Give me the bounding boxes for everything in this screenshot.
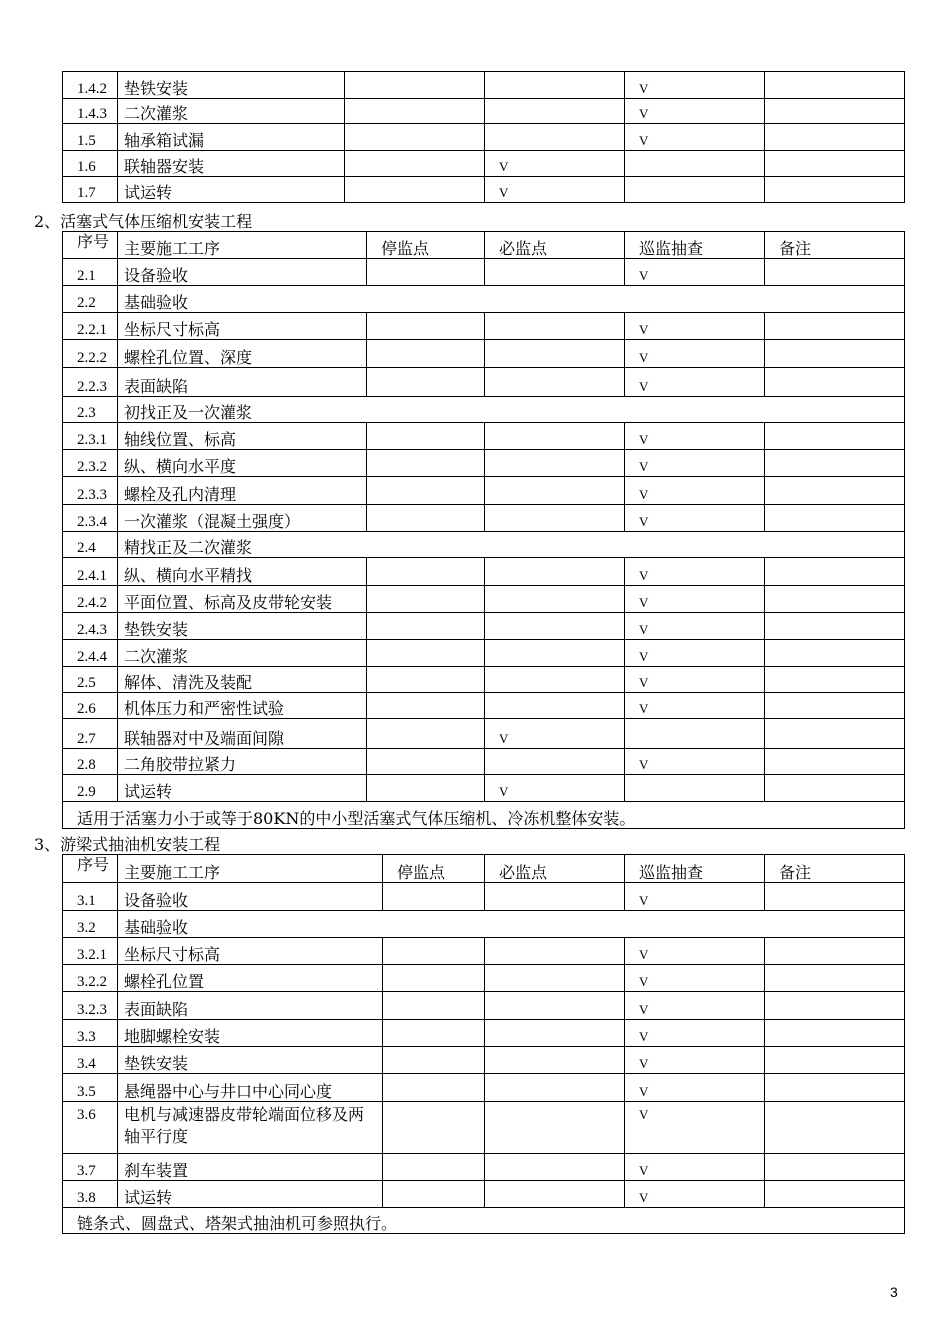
cell-stop: [367, 313, 485, 340]
table-row: [63, 775, 905, 802]
table-row: [63, 313, 905, 340]
cell-no: 1.7: [63, 177, 118, 203]
cell-must: [485, 965, 625, 992]
table-row: [63, 1020, 905, 1047]
table1-body: [63, 72, 905, 203]
cell-step: 悬绳器中心与井口中心同心度: [118, 1074, 383, 1102]
cell-must: [485, 938, 625, 965]
header-stop: 停监点: [383, 855, 485, 883]
cell-must: [485, 99, 625, 124]
cell-step: 二角胶带拉紧力: [118, 749, 367, 775]
cell-step: 轴承箱试漏: [118, 124, 345, 151]
footnote-row: [63, 1208, 905, 1234]
cell-note: [765, 1047, 905, 1074]
cell-no: 2.3: [63, 397, 118, 423]
table-row: [63, 1154, 905, 1181]
header-step: 主要施工工序: [118, 855, 383, 883]
cell-no: 2.6: [63, 693, 118, 719]
table-row: [63, 423, 905, 450]
cell-stop: [367, 586, 485, 613]
cell-step: 垫铁安装: [118, 72, 345, 99]
cell-note: [765, 1074, 905, 1102]
cell-stop: [367, 340, 485, 368]
section3-title: 3、游梁式抽油机安装工程: [34, 835, 221, 854]
cell-no: 2.4: [63, 532, 118, 558]
cell-stop: [383, 883, 485, 911]
cell-patrol: V: [625, 313, 765, 340]
cell-step: 坐标尺寸标高: [118, 938, 383, 965]
cell-patrol: V: [625, 992, 765, 1020]
cell-step: 纵、横向水平度: [118, 450, 367, 477]
header-patrol: 巡监抽查: [625, 232, 765, 259]
header-note: 备注: [765, 232, 905, 259]
cell-step: 设备验收: [118, 259, 367, 286]
cell-patrol: V: [625, 965, 765, 992]
table-row: [63, 72, 905, 99]
header-must: 必监点: [485, 232, 625, 259]
cell-note: [765, 640, 905, 667]
cell-patrol: V: [625, 1154, 765, 1181]
cell-patrol: V: [625, 124, 765, 151]
cell-step: 表面缺陷: [118, 992, 383, 1020]
cell-stop: [383, 1047, 485, 1074]
cell-no: 1.5: [63, 124, 118, 151]
cell-step: 联轴器对中及端面间隙: [118, 719, 367, 749]
cell-note: [765, 259, 905, 286]
cell-must: [485, 259, 625, 286]
table-row: [63, 532, 905, 558]
cell-must: [485, 558, 625, 586]
cell-must: [485, 340, 625, 368]
cell-no: 2.3.3: [63, 477, 118, 505]
cell-step: 精找正及二次灌浆: [118, 532, 905, 558]
cell-note: [765, 965, 905, 992]
table-row: [63, 693, 905, 719]
cell-patrol: V: [625, 613, 765, 640]
table-row: [63, 1102, 905, 1154]
cell-patrol: V: [625, 259, 765, 286]
table-row: [63, 286, 905, 313]
cell-must: [485, 667, 625, 693]
table-header-row: [63, 855, 905, 883]
cell-note: [765, 586, 905, 613]
cell-step: 初找正及一次灌浆: [118, 397, 905, 423]
header-patrol: 巡监抽查: [625, 855, 765, 883]
cell-step: 机体压力和严密性试验: [118, 693, 367, 719]
cell-no: 2.2.3: [63, 368, 118, 397]
cell-step: 平面位置、标高及皮带轮安装: [118, 586, 367, 613]
cell-no: 2.2: [63, 286, 118, 313]
cell-step: 二次灌浆: [118, 99, 345, 124]
table-row: [63, 586, 905, 613]
cell-no: 2.2.2: [63, 340, 118, 368]
cell-step: 电机与减速器皮带轮端面位移及两轴平行度: [118, 1102, 383, 1154]
cell-no: 2.4.3: [63, 613, 118, 640]
cell-note: [765, 151, 905, 177]
cell-patrol: V: [625, 883, 765, 911]
cell-stop: [383, 1074, 485, 1102]
cell-note: [765, 883, 905, 911]
cell-must: [485, 505, 625, 532]
cell-must: [485, 477, 625, 505]
cell-no: 3.5: [63, 1074, 118, 1102]
cell-patrol: V: [625, 99, 765, 124]
footnote: 适用于活塞力小于或等于80KN的中小型活塞式气体压缩机、冷冻机整体安装。: [63, 802, 905, 829]
cell-no: 3.2.3: [63, 992, 118, 1020]
cell-note: [765, 749, 905, 775]
cell-note: [765, 775, 905, 802]
cell-must: [485, 586, 625, 613]
cell-stop: [383, 938, 485, 965]
cell-must: [485, 749, 625, 775]
table-row: [63, 640, 905, 667]
cell-note: [765, 558, 905, 586]
cell-stop: [383, 1102, 485, 1154]
table2-rows: [63, 259, 905, 829]
table-row: [63, 1074, 905, 1102]
cell-patrol: V: [625, 1074, 765, 1102]
cell-step: 试运转: [118, 1181, 383, 1208]
cell-no: 1.4.3: [63, 99, 118, 124]
cell-patrol: V: [625, 423, 765, 450]
cell-no: 3.3: [63, 1020, 118, 1047]
cell-patrol: [625, 177, 765, 203]
cell-step: 二次灌浆: [118, 640, 367, 667]
table3-rows: [63, 883, 905, 1234]
cell-patrol: V: [625, 749, 765, 775]
table-row: [63, 911, 905, 938]
cell-no: 3.6: [63, 1102, 118, 1154]
cell-patrol: V: [625, 340, 765, 368]
cell-stop: [367, 505, 485, 532]
cell-step: 轴线位置、标高: [118, 423, 367, 450]
cell-must: [485, 1020, 625, 1047]
cell-patrol: V: [625, 1047, 765, 1074]
cell-no: 2.8: [63, 749, 118, 775]
page-number: 3: [890, 1284, 898, 1300]
cell-no: 2.1: [63, 259, 118, 286]
cell-must: V: [485, 775, 625, 802]
cell-patrol: V: [625, 368, 765, 397]
cell-no: 3.2.2: [63, 965, 118, 992]
cell-note: [765, 368, 905, 397]
cell-note: [765, 693, 905, 719]
cell-no: 1.6: [63, 151, 118, 177]
table-row: [63, 99, 905, 124]
section2-title: 2、活塞式气体压缩机安装工程: [34, 212, 253, 231]
cell-no: 2.3.4: [63, 505, 118, 532]
cell-patrol: V: [625, 693, 765, 719]
cell-must: [485, 883, 625, 911]
cell-patrol: V: [625, 586, 765, 613]
cell-stop: [345, 151, 485, 177]
cell-patrol: V: [625, 477, 765, 505]
cell-must: [485, 368, 625, 397]
cell-no: 2.7: [63, 719, 118, 749]
cell-stop: [345, 177, 485, 203]
cell-must: [485, 1074, 625, 1102]
cell-must: [485, 1102, 625, 1154]
cell-must: [485, 423, 625, 450]
header-stop: 停监点: [367, 232, 485, 259]
cell-stop: [367, 423, 485, 450]
table-section3: [62, 854, 905, 1234]
cell-no: 3.2: [63, 911, 118, 938]
table-row: [63, 177, 905, 203]
header-note: 备注: [765, 855, 905, 883]
cell-must: [485, 313, 625, 340]
cell-must: [485, 1154, 625, 1181]
cell-must: [485, 72, 625, 99]
cell-step: 一次灌浆（混凝土强度）: [118, 505, 367, 532]
cell-step: 表面缺陷: [118, 368, 367, 397]
cell-stop: [367, 749, 485, 775]
cell-note: [765, 177, 905, 203]
cell-note: [765, 340, 905, 368]
cell-note: [765, 477, 905, 505]
cell-stop: [367, 450, 485, 477]
cell-must: [485, 1181, 625, 1208]
cell-note: [765, 667, 905, 693]
cell-stop: [367, 613, 485, 640]
table-row: [63, 340, 905, 368]
cell-must: [485, 992, 625, 1020]
cell-no: 3.2.1: [63, 938, 118, 965]
cell-stop: [383, 1181, 485, 1208]
table-row: [63, 719, 905, 749]
cell-note: [765, 719, 905, 749]
cell-stop: [367, 558, 485, 586]
cell-note: [765, 1020, 905, 1047]
cell-no: 3.1: [63, 883, 118, 911]
cell-step: 纵、横向水平精找: [118, 558, 367, 586]
cell-step: 螺栓及孔内清理: [118, 477, 367, 505]
cell-note: [765, 1102, 905, 1154]
header-no: 序号: [63, 855, 118, 883]
cell-note: [765, 313, 905, 340]
cell-stop: [367, 640, 485, 667]
table-section2: [62, 231, 905, 829]
cell-patrol: V: [625, 505, 765, 532]
cell-patrol: V: [625, 1020, 765, 1047]
cell-stop: [367, 775, 485, 802]
cell-stop: [345, 124, 485, 151]
table-row: [63, 259, 905, 286]
cell-stop: [367, 693, 485, 719]
table-row: [63, 368, 905, 397]
cell-step: 基础验收: [118, 911, 905, 938]
cell-step: 坐标尺寸标高: [118, 313, 367, 340]
cell-note: [765, 938, 905, 965]
cell-no: 3.7: [63, 1154, 118, 1181]
cell-must: [485, 124, 625, 151]
footnote-row: [63, 802, 905, 829]
cell-step: 基础验收: [118, 286, 905, 313]
table-section1-continued: [62, 71, 905, 203]
cell-note: [765, 613, 905, 640]
cell-must: [485, 450, 625, 477]
cell-note: [765, 1154, 905, 1181]
cell-no: 2.5: [63, 667, 118, 693]
cell-step: 联轴器安装: [118, 151, 345, 177]
cell-stop: [345, 72, 485, 99]
cell-note: [765, 423, 905, 450]
cell-must: V: [485, 177, 625, 203]
cell-step: 设备验收: [118, 883, 383, 911]
cell-no: 3.4: [63, 1047, 118, 1074]
cell-stop: [367, 667, 485, 693]
cell-step: 螺栓孔位置: [118, 965, 383, 992]
table-row: [63, 883, 905, 911]
cell-no: 2.4.2: [63, 586, 118, 613]
cell-no: 2.3.1: [63, 423, 118, 450]
cell-note: [765, 72, 905, 99]
cell-note: [765, 124, 905, 151]
cell-no: 2.3.2: [63, 450, 118, 477]
cell-patrol: V: [625, 1181, 765, 1208]
cell-stop: [383, 965, 485, 992]
cell-must: V: [485, 719, 625, 749]
table-row: [63, 1181, 905, 1208]
cell-step: 垫铁安装: [118, 613, 367, 640]
table-row: [63, 667, 905, 693]
cell-must: [485, 640, 625, 667]
cell-patrol: V: [625, 640, 765, 667]
table2-body: [63, 232, 905, 259]
footnote: 链条式、圆盘式、塔架式抽油机可参照执行。: [63, 1208, 905, 1234]
cell-stop: [383, 1154, 485, 1181]
cell-stop: [367, 259, 485, 286]
cell-no: 3.8: [63, 1181, 118, 1208]
table-row: [63, 450, 905, 477]
cell-no: 2.2.1: [63, 313, 118, 340]
table-row: [63, 749, 905, 775]
cell-stop: [383, 992, 485, 1020]
cell-patrol: V: [625, 1102, 765, 1154]
cell-patrol: V: [625, 667, 765, 693]
cell-patrol: [625, 719, 765, 749]
cell-step: 地脚螺栓安装: [118, 1020, 383, 1047]
table-row: [63, 151, 905, 177]
cell-stop: [367, 368, 485, 397]
table-row: [63, 558, 905, 586]
cell-step: 螺栓孔位置、深度: [118, 340, 367, 368]
table-row: [63, 477, 905, 505]
cell-must: [485, 613, 625, 640]
cell-stop: [367, 477, 485, 505]
cell-stop: [383, 1020, 485, 1047]
table-header-row: [63, 232, 905, 259]
cell-must: V: [485, 151, 625, 177]
table-row: [63, 1047, 905, 1074]
cell-no: 1.4.2: [63, 72, 118, 99]
cell-note: [765, 505, 905, 532]
cell-patrol: V: [625, 72, 765, 99]
cell-step: 试运转: [118, 775, 367, 802]
cell-patrol: V: [625, 450, 765, 477]
cell-patrol: V: [625, 938, 765, 965]
cell-note: [765, 992, 905, 1020]
table-row: [63, 992, 905, 1020]
cell-must: [485, 1047, 625, 1074]
cell-step: 刹车装置: [118, 1154, 383, 1181]
header-no: 序号: [63, 232, 118, 259]
cell-step: 试运转: [118, 177, 345, 203]
header-must: 必监点: [485, 855, 625, 883]
cell-stop: [345, 99, 485, 124]
cell-step: 垫铁安装: [118, 1047, 383, 1074]
table-row: [63, 613, 905, 640]
table-row: [63, 938, 905, 965]
cell-must: [485, 693, 625, 719]
table-row: [63, 965, 905, 992]
cell-no: 2.4.1: [63, 558, 118, 586]
cell-no: 2.9: [63, 775, 118, 802]
cell-patrol: [625, 775, 765, 802]
cell-note: [765, 450, 905, 477]
cell-note: [765, 1181, 905, 1208]
header-step: 主要施工工序: [118, 232, 367, 259]
cell-patrol: V: [625, 558, 765, 586]
cell-step: 解体、清洗及装配: [118, 667, 367, 693]
cell-no: 2.4.4: [63, 640, 118, 667]
cell-note: [765, 99, 905, 124]
table-row: [63, 397, 905, 423]
table-row: [63, 124, 905, 151]
table-row: [63, 505, 905, 532]
cell-stop: [367, 719, 485, 749]
cell-patrol: [625, 151, 765, 177]
table3-body: [63, 855, 905, 883]
